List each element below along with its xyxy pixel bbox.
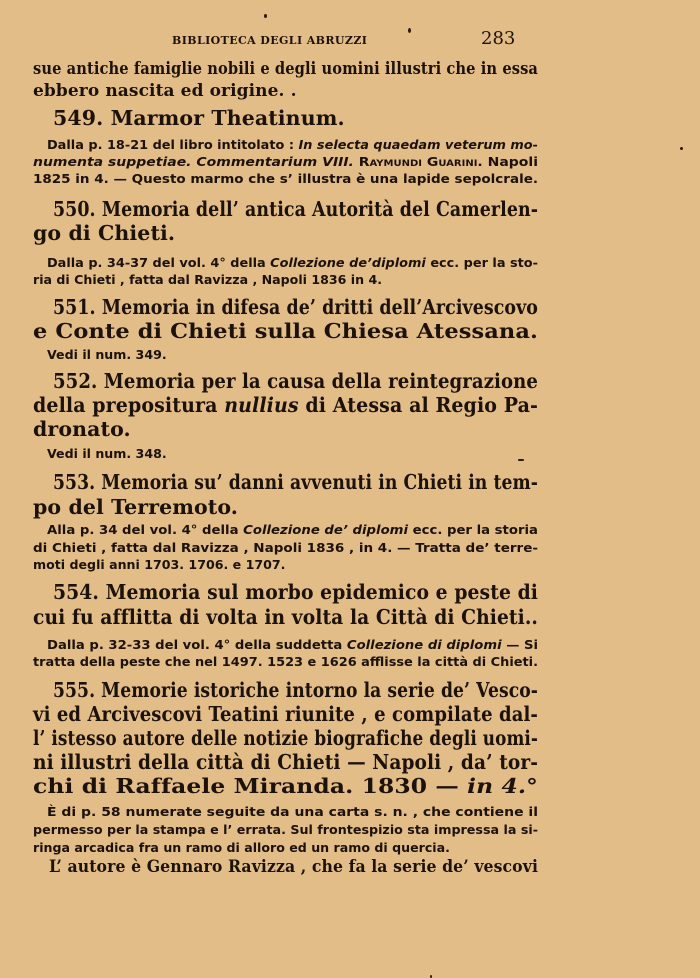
note-text: Dalla p. 34-37 del vol. 4° della — [47, 255, 271, 270]
entry-note — [47, 522, 538, 537]
entry-title: 550. Memoria dell’ antica Autorità del Camerlen- — [53, 197, 538, 221]
entry-note: permesso per la stampa e l’ errata. Sul frontespizio sta impressa la si- — [33, 822, 538, 837]
note-italic: numenta suppetiae. Commentarium VIII. — [33, 154, 359, 169]
title-text: chi di Raffaele Miranda. 1830 — — [33, 774, 468, 798]
entry-note: ria di Chieti , fatta dal Ravizza , Napoli 1836 in 4. — [33, 272, 383, 287]
title-italic: in 4.° — [467, 774, 538, 798]
entry-note — [47, 137, 538, 152]
entry-title: go di Chieti. — [33, 221, 176, 245]
entry-note: moti degli anni 1703. 1706. e 1707. — [33, 557, 286, 572]
paper-speck — [518, 459, 524, 461]
entry-note — [47, 255, 538, 270]
paper-speck — [408, 28, 411, 33]
trailing-line: L’ autore è Gennaro Ravizza , che fa la serie de’ vescovi — [49, 857, 538, 877]
entry-note: È di p. 58 numerate seguite da una carta s. n. , che contiene il — [47, 804, 538, 819]
entry-title: 554. Memoria sul morbo epidemico e peste di — [53, 580, 538, 604]
entry-title — [33, 393, 538, 417]
title-text: della prepositura — [33, 393, 225, 417]
title-italic: nullius — [224, 393, 299, 417]
entry-note: tratta della peste che nel 1497. 1523 e 1626 afflisse la città di Chieti. — [33, 654, 538, 669]
running-title: BIBLIOTECA DEGLI ABRUZZI — [172, 34, 368, 47]
entry-note: ringa arcadica fra un ramo di alloro ed un ramo di quercia. — [33, 840, 450, 855]
note-italic: Collezione di diplomi — [346, 637, 502, 652]
entry-title: e Conte di Chieti sulla Chiesa Atessana. — [33, 319, 538, 343]
note-text: Alla p. 34 del vol. 4° della — [47, 522, 244, 537]
entry-note — [33, 154, 538, 169]
note-text: — Si — [501, 637, 538, 652]
note-italic: Collezione de’ diplomi — [243, 522, 409, 537]
note-author: Raymundi Guarini — [358, 154, 478, 169]
entry-title: 555. Memorie istoriche intorno la serie de’ Vesco- — [53, 678, 538, 702]
entry-title: cui fu afflitta di volta in volta la Città di Chieti.. — [33, 605, 538, 629]
paper-speck — [680, 147, 683, 150]
entry-title: l’ istesso autore delle notizie biografiche degli uomi- — [33, 726, 538, 750]
note-text: Dalla p. 18-21 del libro intitolato : — [47, 137, 299, 152]
paper-speck — [264, 14, 267, 18]
continuation-line: ebbero nascita ed origine. . — [33, 81, 297, 101]
entry-note — [47, 637, 538, 652]
entry-title: ni illustri della città di Chieti — Napoli , da’ tor- — [33, 750, 538, 774]
entry-title: vi ed Arcivescovi Teatini riunite , e compilate dal- — [33, 702, 538, 726]
note-text: . Napoli — [477, 154, 538, 169]
entry-title: 549. Marmor Theatinum. — [53, 106, 345, 130]
note-text: ecc. per la storia — [408, 522, 538, 537]
continuation-line: sue antiche famiglie nobili e degli uomini illustri che in essa — [33, 59, 538, 79]
note-italic: Collezione de’diplomi — [270, 255, 426, 270]
note-text: Dalla p. 32-33 del vol. 4° della suddetta — [47, 637, 347, 652]
entry-title: 552. Memoria per la causa della reintegrazione — [53, 369, 538, 393]
title-text: di Atessa al Regio Pa- — [298, 393, 538, 417]
entry-note: Vedi il num. 348. — [47, 446, 167, 461]
entry-title: 553. Memoria su’ danni avvenuti in Chieti in tem- — [53, 470, 538, 494]
entry-title: 551. Memoria in difesa de’ dritti dell’Arcivescovo — [53, 295, 538, 319]
entry-title — [33, 774, 538, 798]
note-text: ecc. per la sto- — [425, 255, 538, 270]
note-italic: In selecta quaedam veterum mo- — [298, 137, 538, 152]
entry-title: dronato. — [33, 417, 131, 441]
entry-note: di Chieti , fatta dal Ravizza , Napoli 1836 , in 4. — Tratta de’ terre- — [33, 540, 538, 555]
page-number: 283 — [481, 28, 516, 49]
entry-title: po del Terremoto. — [33, 495, 239, 519]
entry-note: 1825 in 4. — Questo marmo che s’ illustra è una lapide sepolcrale. — [33, 171, 538, 186]
entry-note: Vedi il num. 349. — [47, 347, 167, 362]
